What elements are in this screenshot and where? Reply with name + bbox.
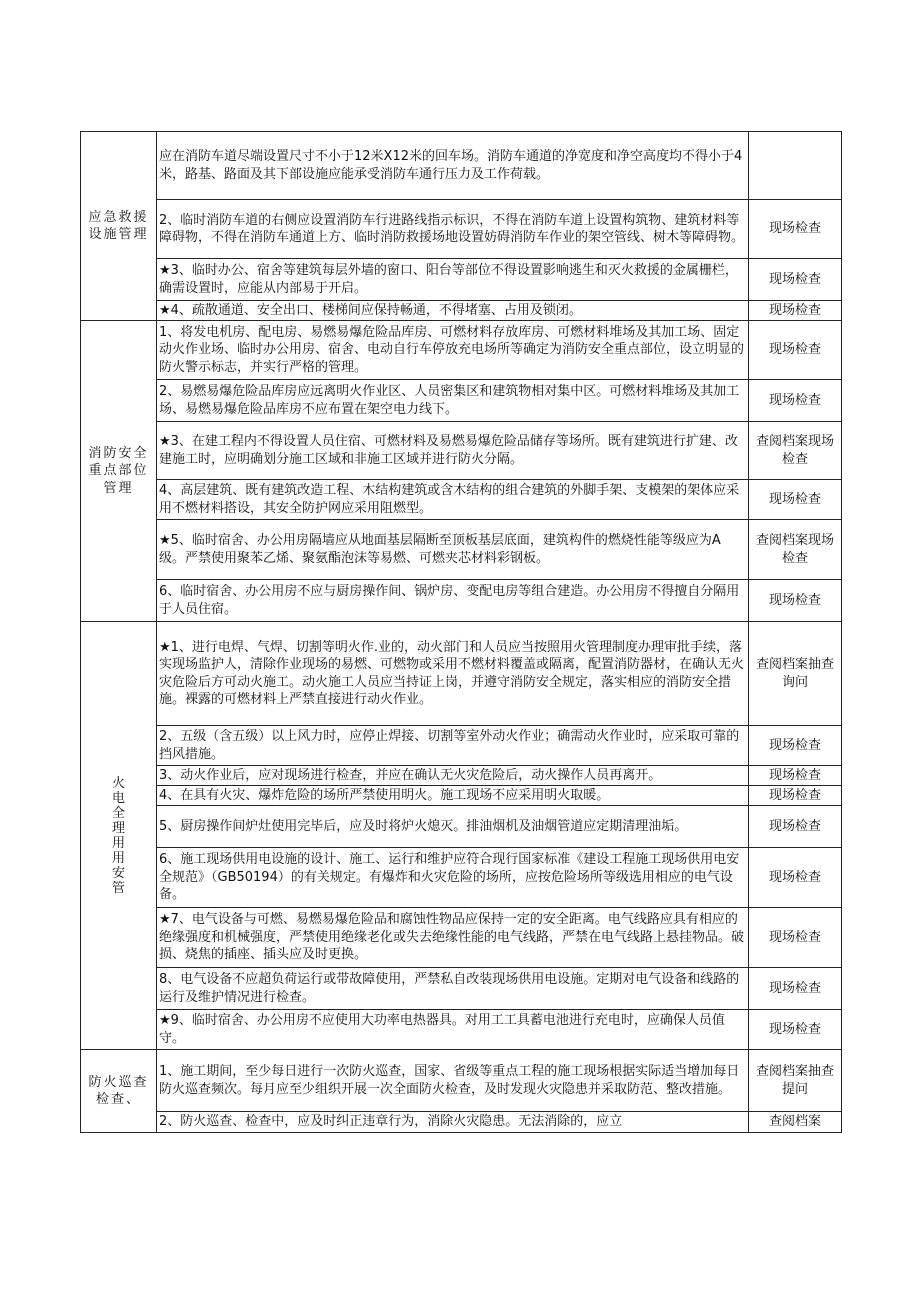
table-row xyxy=(81,806,842,848)
table-row xyxy=(81,968,842,1010)
item-content: 2、五级（含五级）以上风力时，应停止焊接、切割等室外动火作业；确需动火作业时，应采取可靠的挡风措施。 xyxy=(157,726,749,766)
check-method: 现场检查 xyxy=(749,908,842,968)
check-method: 查阅档案抽查询问 xyxy=(749,622,842,726)
table-row xyxy=(81,908,842,968)
item-content: 6、施工现场供用电设施的设计、施工、运行和维护应符合现行国家标准《建设工程施工现场供用电安全规范》（GB50194）的有关规定。有爆炸和火灾危险的场所，应按危险场所等级选用相应的电气设备。 xyxy=(157,848,749,908)
table-row xyxy=(81,580,842,622)
section-category: 消防安全重点部位管理 xyxy=(81,321,157,622)
check-method: 现场检查 xyxy=(749,200,842,259)
item-content: 1、施工期间，至少每日进行一次防火巡查，国家、省级等重点工程的施工现场根据实际适当增加每日防火巡查频次。每月应至少组织开展一次全面防火检查，及时发现火灾隐患并采取防范、整改措施。 xyxy=(157,1050,749,1112)
check-method: 查阅档案 xyxy=(749,1112,842,1133)
item-content: 2、易燃易爆危险品库房应远离明火作业区、人员密集区和建筑物相对集中区。可燃材料堆场及其加工场、易燃易爆危险品库房不应布置在架空电力线下。 xyxy=(157,380,749,422)
check-method: 查阅档案现场检查 xyxy=(749,520,842,580)
item-content: ★4、疏散通道、安全出口、楼梯间应保持畅通，不得堵塞、占用及锁闭。 xyxy=(157,301,749,321)
section-category: 应急救援设施管理 xyxy=(81,132,157,321)
check-method: 现场检查 xyxy=(749,726,842,766)
section-category: 防火巡查检查、 xyxy=(81,1050,157,1133)
table-row xyxy=(81,622,842,726)
table-row xyxy=(81,200,842,259)
item-content: 6、临时宿舍、办公用房不应与厨房操作间、锅炉房、变配电房等组合建造。办公用房不得擅自分隔用于人员住宿。 xyxy=(157,580,749,622)
table-row xyxy=(81,480,842,520)
check-method: 现场检查 xyxy=(749,301,842,321)
item-content: 2、防火巡查、检查中，应及时纠正违章行为，消除火灾隐患。无法消除的，应立 xyxy=(157,1112,749,1133)
item-content: 5、厨房操作间炉灶使用完毕后，应及时将炉火熄灭。排油烟机及油烟管道应定期清理油垢。 xyxy=(157,806,749,848)
check-method: 查阅档案抽查提问 xyxy=(749,1050,842,1112)
check-method: 现场检查 xyxy=(749,968,842,1010)
table-row xyxy=(81,132,842,200)
item-content: 2、临时消防车道的右侧应设置消防车行进路线指示标识，不得在消防车道上设置构筑物、建筑材料等障碍物，不得在消防车通道上方、临时消防救援场地设置妨碍消防车作业的架空管线、树木等障碍物。 xyxy=(157,200,749,259)
item-content: 应在消防车道尽端设置尺寸不小于12米X12米的回车场。消防车通道的净宽度和净空高度均不得小于4米，路基、路面及其下部设施应能承受消防车通行压力及工作荷载。 xyxy=(157,132,749,200)
check-method: 查阅档案现场检查 xyxy=(749,422,842,480)
table-row xyxy=(81,786,842,806)
table-row xyxy=(81,766,842,786)
check-method: 现场检查 xyxy=(749,806,842,848)
item-content: ★7、电气设备与可燃、易燃易爆危险品和腐蚀性物品应保持一定的安全距离。电气线路应具有相应的绝缘强度和机械强度，严禁使用绝缘老化或失去绝缘性能的电气线路，严禁在电气线路上悬挂物品。破损、烧焦的插座、插头应及时更换。 xyxy=(157,908,749,968)
check-method: 现场检查 xyxy=(749,786,842,806)
table-row xyxy=(81,380,842,422)
check-method: 现场检查 xyxy=(749,580,842,622)
table-row xyxy=(81,259,842,301)
table-row xyxy=(81,520,842,580)
table-row xyxy=(81,1010,842,1050)
item-content: 4、高层建筑、既有建筑改造工程、木结构建筑或含木结构的组合建筑的外脚手架、支模架的架体应采用不燃材料搭设，其安全防护网应采用阻燃型。 xyxy=(157,480,749,520)
fire-safety-checklist-table xyxy=(80,131,842,1133)
table-row xyxy=(81,726,842,766)
item-content: ★3、临时办公、宿舍等建筑每层外墙的窗口、阳台等部位不得设置影响逃生和灭火救援的金属栅栏，确需设置时，应能从内部易于开启。 xyxy=(157,259,749,301)
check-method: 现场检查 xyxy=(749,380,842,422)
check-method: 现场检查 xyxy=(749,259,842,301)
section-category xyxy=(81,622,157,1050)
table-row xyxy=(81,321,842,380)
check-method: 现场检查 xyxy=(749,480,842,520)
check-method: 现场检查 xyxy=(749,766,842,786)
item-content: 1、将发电机房、配电房、易燃易爆危险品库房、可燃材料存放库房、可燃材料堆场及其加工场、固定动火作业场、临时办公用房、宿舍、电动自行车停放充电场所等确定为消防安全重点部位，设立明显的防火警示标志，并实行严格的管理。 xyxy=(157,321,749,380)
check-method xyxy=(749,132,842,200)
item-content: 3、动火作业后，应对现场进行检查，并应在确认无火灾危险后，动火操作人员再离开。 xyxy=(157,766,749,786)
check-method: 现场检查 xyxy=(749,848,842,908)
table-row xyxy=(81,301,842,321)
item-content: ★9、临时宿舍、办公用房不应使用大功率电热器具。对用工工具蓄电池进行充电时，应确保人员值守。 xyxy=(157,1010,749,1050)
item-content: 8、电气设备不应超负荷运行或带故障使用，严禁私自改装现场供用电设施。定期对电气设备和线路的运行及维护情况进行检查。 xyxy=(157,968,749,1010)
table-row xyxy=(81,422,842,480)
item-content: ★5、临时宿舍、办公用房隔墙应从地面基层隔断至顶板基层底面，建筑构件的燃烧性能等级应为A级。严禁使用聚苯乙烯、聚氨酯泡沫等易燃、可燃夹芯材料彩钢板。 xyxy=(157,520,749,580)
check-method: 现场检查 xyxy=(749,321,842,380)
item-content: 4、在具有火灾、爆炸危险的场所严禁使用明火。施工现场不应采用明火取暖。 xyxy=(157,786,749,806)
table-row xyxy=(81,1112,842,1133)
table-row xyxy=(81,848,842,908)
section-category-text: 火电全理用用安管 xyxy=(111,775,125,896)
item-content: ★1、进行电焊、气焊、切割等明火作.业的，动火部门和人员应当按照用火管理制度办理审批手续，落实现场监护人，清除作业现场的易燃、可燃物或采用不燃材料覆盖或隔离，配置消防器材，在确认无火灾危险后方可动火施工。动火施工人员应当持证上岗，并遵守消防安全规定，落实相应的消防安全措施。裸露的可燃材料上严禁直接进行动火作业。 xyxy=(157,622,749,726)
table-row xyxy=(81,1050,842,1112)
check-method: 现场检查 xyxy=(749,1010,842,1050)
item-content: ★3、在建工程内不得设置人员住宿、可燃材料及易燃易爆危险品储存等场所。既有建筑进行扩建、改建施工时，应明确划分施工区域和非施工区域并进行防火分隔。 xyxy=(157,422,749,480)
